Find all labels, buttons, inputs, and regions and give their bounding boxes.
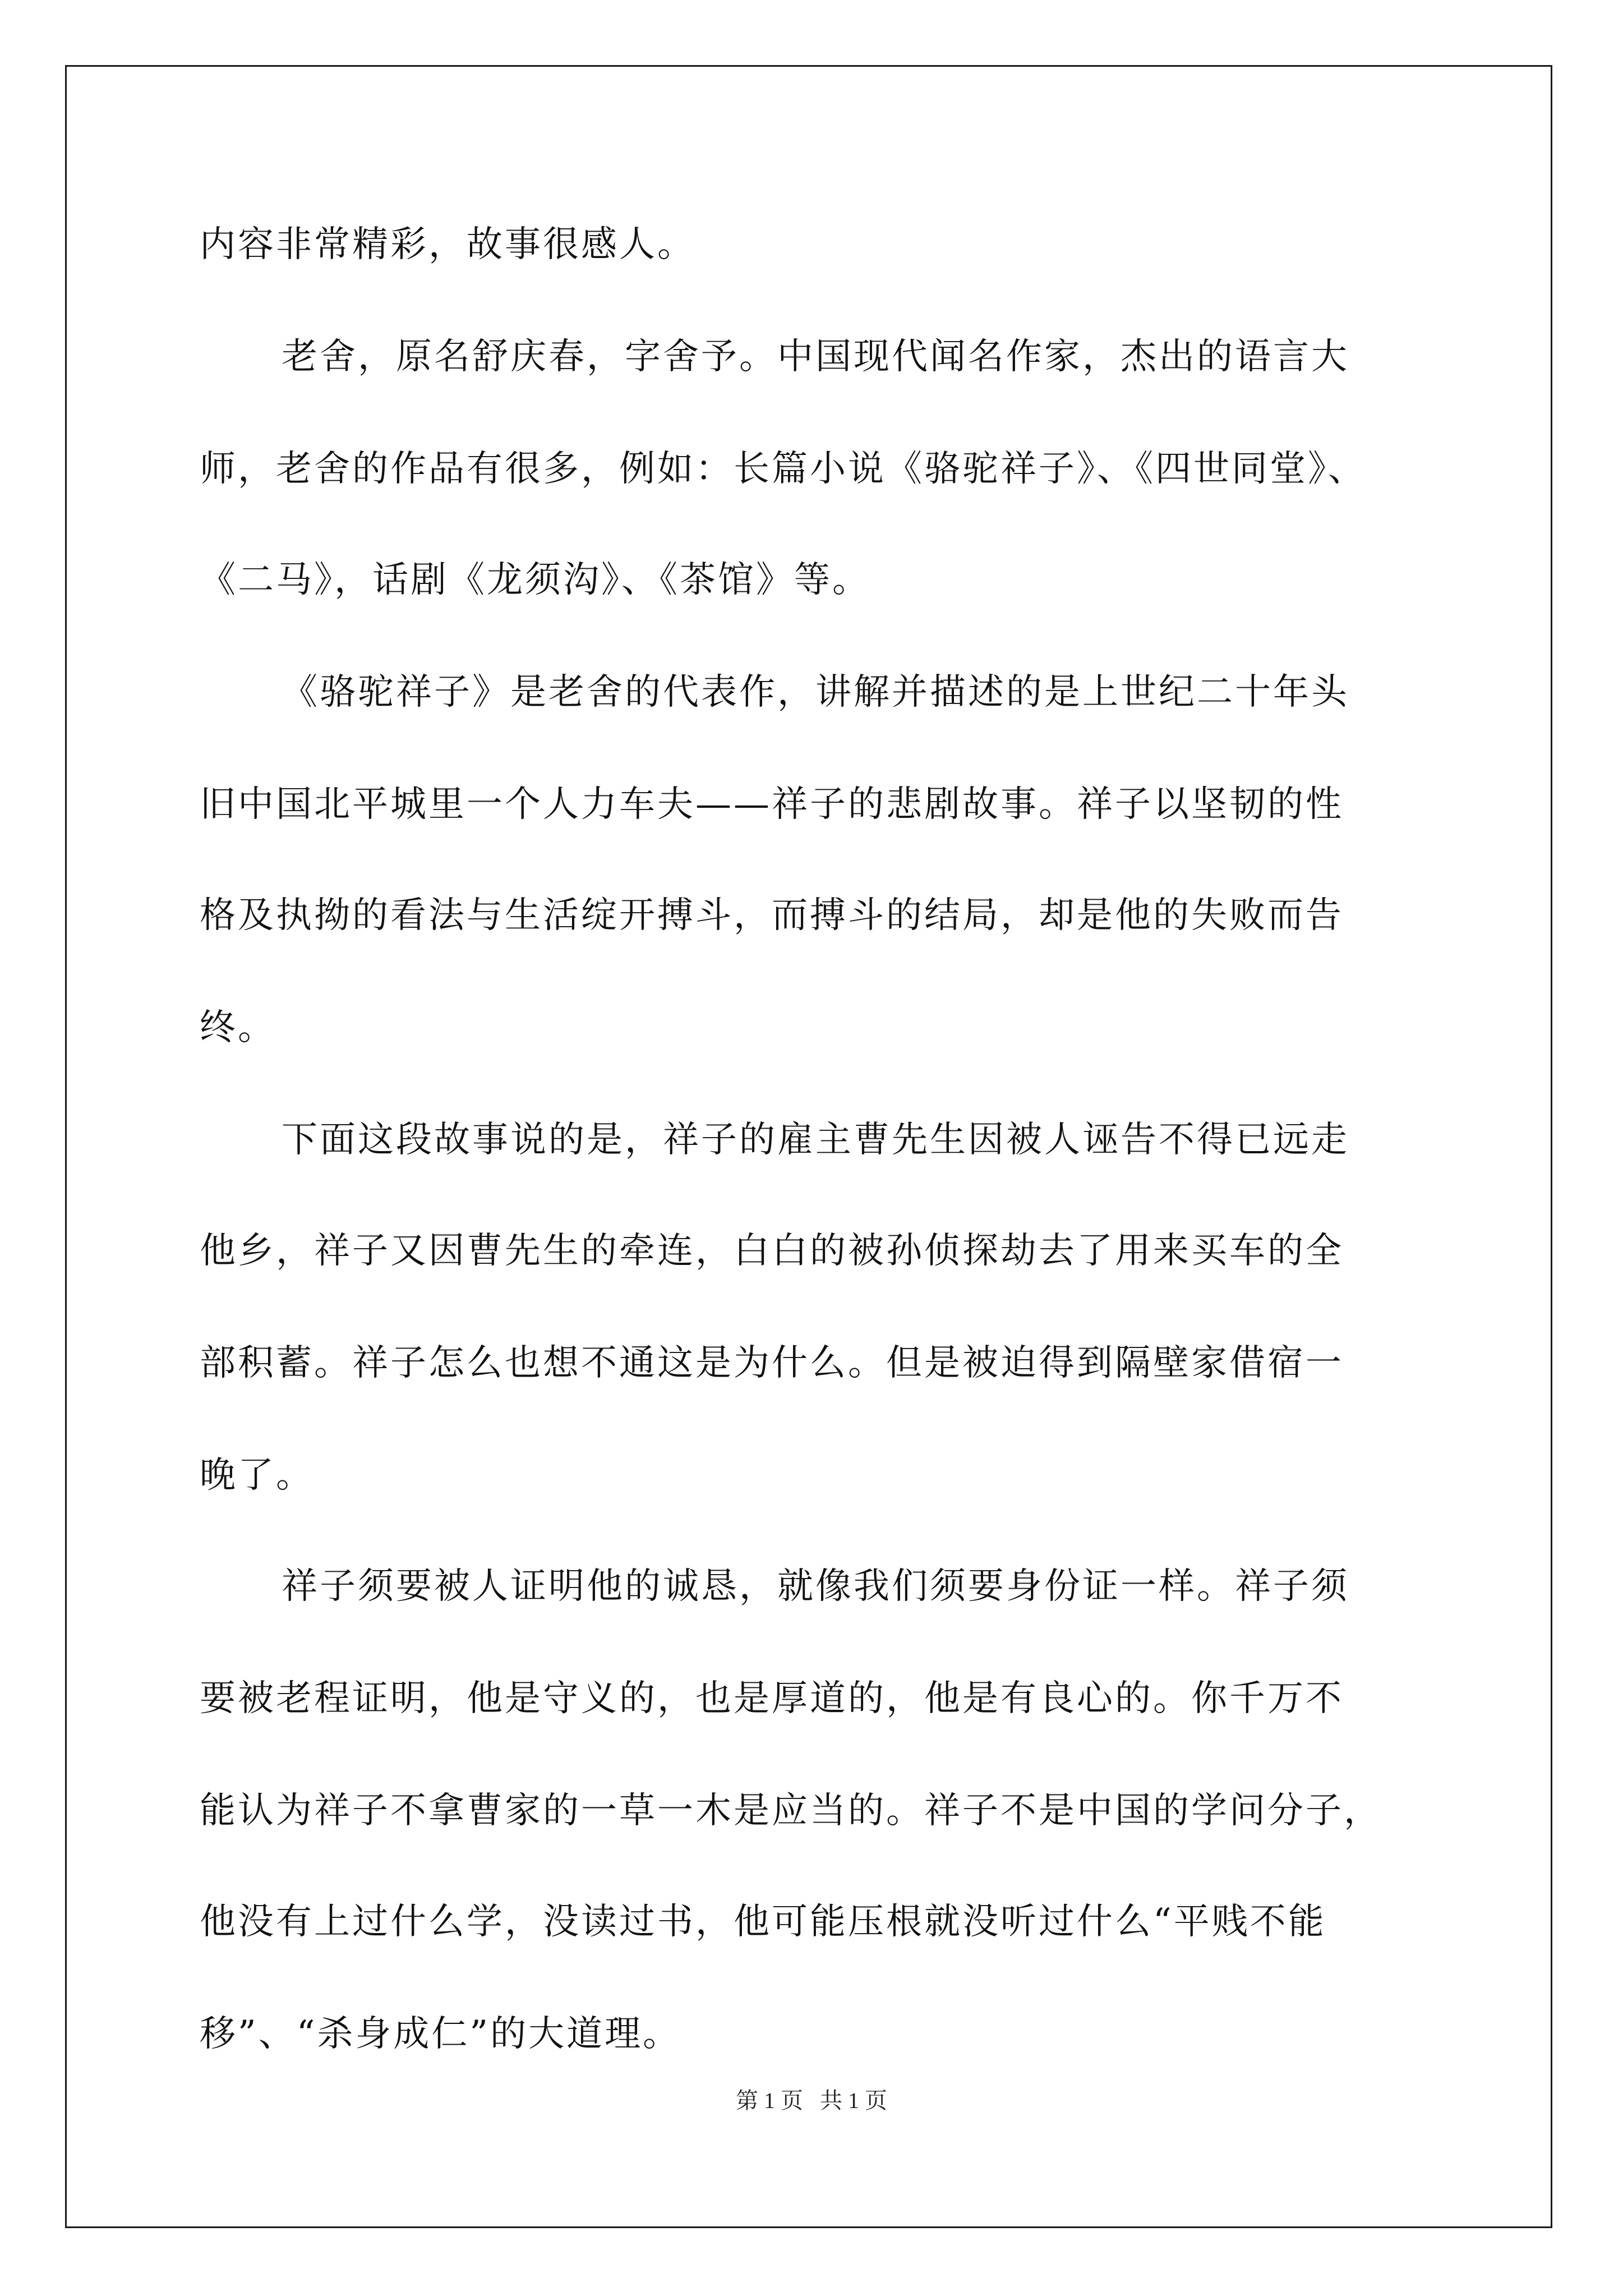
text-line: 下面这段故事说的是，祥子的雇主曹先生因被人诬告不得已远走 (282, 1119, 1349, 1161)
text-line: 他乡，祥子又因曹先生的牵连，白白的被孙侦探劫去了用来买车的全 (200, 1230, 1344, 1272)
page-footer (0, 2087, 1623, 2115)
text-line: 他没有上过什么学，没读过书，他可能压根就没听过什么“平贱不能 (200, 1901, 1326, 1943)
text-line: 格及执拗的看法与生活绽开搏斗，而搏斗的结局，却是他的失败而告 (200, 895, 1344, 936)
page-number-label: 第 1 页 共 1 页 (736, 2088, 887, 2113)
text-line: 祥子须要被人证明他的诚恳，就像我们须要身份证一样。祥子须 (282, 1566, 1349, 1607)
text-line: 内容非常精彩，故事很感人。 (200, 224, 695, 265)
text-line: 要被老程证明，他是守义的，也是厚道的，他是有良心的。你千万不 (200, 1678, 1344, 1719)
text-line: 《二马》，话剧《龙须沟》、《茶馆》等。 (200, 559, 870, 601)
text-line: 能认为祥子不拿曹家的一草一木是应当的。祥子不是中国的学问分子， (200, 1790, 1382, 1832)
text-line: 部积蓄。祥子怎么也想不通这是为什么。但是被迫得到隔壁家借宿一 (200, 1342, 1344, 1384)
text-line: 移”、“杀身成仁”的大道理。 (200, 2013, 681, 2055)
text-line: 旧中国北平城里一个人力车夫——祥子的悲剧故事。祥子以坚韧的性 (200, 784, 1344, 825)
text-line: 师，老舍的作品有很多，例如：长篇小说《骆驼祥子》、《四世同堂》、 (200, 448, 1366, 490)
text-line: 《骆驼祥子》是老舍的代表作，讲解并描述的是上世纪二十年头 (282, 671, 1349, 713)
text-line: 晚了。 (200, 1455, 314, 1496)
text-line: 终。 (200, 1007, 276, 1048)
text-line: 老舍，原名舒庆春，字舍予。中国现代闻名作家，杰出的语言大 (282, 336, 1349, 378)
